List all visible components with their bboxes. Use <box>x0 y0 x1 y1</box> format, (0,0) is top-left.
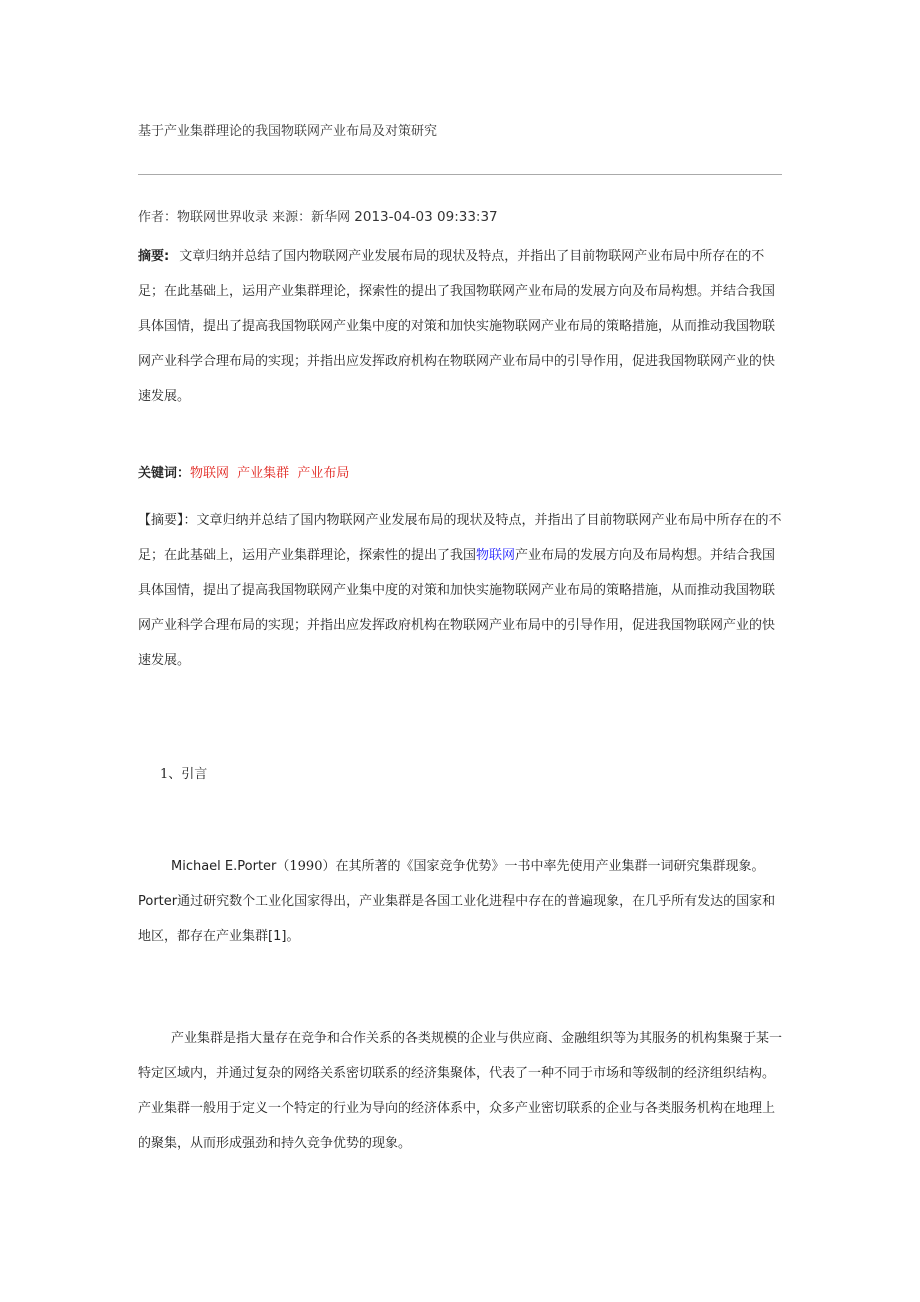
keyword-link[interactable]: 产业布局 <box>297 466 350 481</box>
article-title: 基于产业集群理论的我国物联网产业布局及对策研究 <box>138 124 438 139</box>
abstract-full <box>138 503 782 678</box>
author-source: 作者：物联网世界收录 来源：新华网 <box>138 210 355 225</box>
porter-short: Porter <box>138 894 178 909</box>
abstract-full-text: 文章归纳并总结了国内物联网产业发展布局的现状及特点，并指出了目前物联网产业布局中所存在的不足；在此基础上，运用产业集群理论，探索性的提出了我国 <box>138 513 782 563</box>
section-heading: 1、引言 <box>160 767 208 782</box>
porter-year: （1990） <box>276 859 336 874</box>
abstract-text: 文章归纳并总结了国内物联网产业发展布局的现状及特点，并指出了目前物联网产业布局中所存在的不足；在此基础上，运用产业集群理论，探索性的提出了我国物联网产业布局的发展方向及布局构想。并结合我国具体国情，提出了提高我国物联网产业集中度的对策和加快实施物联网产业布局的策略措施，从而推动我国物联网产业科学合理布局的实现；并指出应发挥政府机构在物联网产业布局中的引导作用，促进我国物联网产业的快速发展。 <box>138 249 776 404</box>
porter-name: Michael E.Porter <box>171 859 277 874</box>
paragraph-porter <box>138 849 782 954</box>
title-divider <box>138 174 782 175</box>
keywords-label: 关键词： <box>138 466 191 481</box>
keyword-link[interactable]: 产业集群 <box>237 466 290 481</box>
abstract-label: 摘要: <box>138 249 170 264</box>
keywords-row <box>138 462 353 481</box>
abstract-short <box>138 239 782 414</box>
porter-text-a: 在其所著的《国家竞争优势》一书中率先使用产业集群一词研究集群现象。 <box>335 859 765 874</box>
porter-end: 。 <box>286 929 300 944</box>
cluster-definition-text: 产业集群是指大量存在竞争和合作关系的各类规模的企业与供应商、金融组织等为其服务的机构集聚于某一特定区域内，并通过复杂的网络关系密切联系的经济集聚体，代表了一种不同于市场和等级制的经济组织结构。产业集群一般用于定义一个特定的行业为导向的经济体系中，众多产业密切联系的企业与各类服务机构在地理上的聚集，从而形成强劲和持久竞争优势的现象。 <box>138 1031 783 1151</box>
abstract-full-label: 【摘要】： <box>138 513 197 528</box>
reference-marker: [1] <box>268 929 287 944</box>
porter-text-b: 通过研究数个工业化国家得出，产业集群是各国工业化进程中存在的普遍现象，在几乎所有发达的国家和地区，都存在产业集群 <box>138 894 776 944</box>
keyword-link[interactable]: 物联网 <box>190 466 230 481</box>
paragraph-cluster-definition <box>138 1021 782 1161</box>
iot-link[interactable]: 物联网 <box>476 548 516 563</box>
article-meta <box>138 206 498 225</box>
publish-timestamp: 2013-04-03 09:33:37 <box>354 209 498 225</box>
abstract-full-text-cont: 产业布局的发展方向及布局构想。并结合我国具体国情，提出了提高我国物联网产业集中度的对策和加快实施物联网产业布局的策略措施，从而推动我国物联网产业科学合理布局的实现；并指出应发挥政府机构在物联网产业布局中的引导作用，促进我国物联网产业的快速发展。 <box>138 548 776 668</box>
